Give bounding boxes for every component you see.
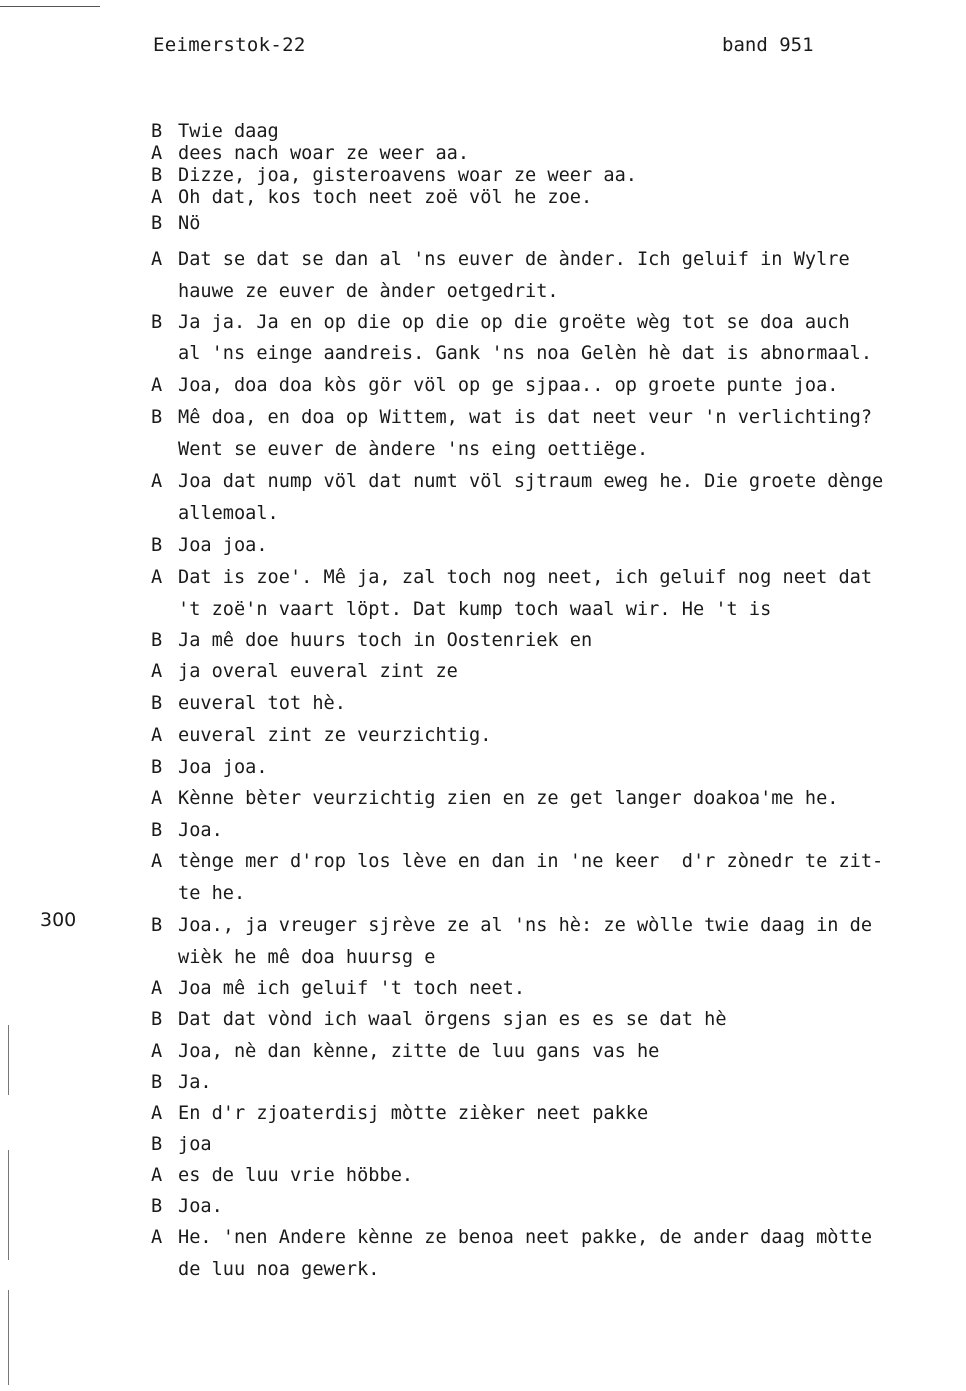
- band-number: band 951: [722, 34, 814, 56]
- utterance-text: Oh dat, kos toch neet zoë völ he zoe.: [178, 187, 593, 208]
- speaker-label: B: [151, 407, 163, 428]
- speaker-label: B: [151, 1009, 163, 1030]
- utterance-text: Ja.: [178, 1072, 212, 1093]
- margin-line-number: 300: [40, 909, 77, 931]
- utterance-text: Joa, doa doa kòs gör völ op ge sjpaa.. op groete punte joa.: [178, 375, 839, 396]
- speaker-label: A: [151, 725, 163, 746]
- transcript-line: [151, 212, 200, 236]
- transcript-line: [151, 914, 872, 938]
- utterance-text: tènge mer d'rop los lève en dan in 'ne keer d'r zònedr te zit-: [178, 851, 884, 872]
- transcript-line: [151, 470, 883, 494]
- speaker-label: B: [151, 213, 163, 234]
- speaker-label: B: [151, 535, 163, 556]
- speaker-label: A: [151, 1165, 163, 1186]
- utterance-text: de luu noa gewerk.: [178, 1259, 380, 1280]
- speaker-label: A: [151, 1227, 163, 1248]
- utterance-text: He. 'nen Andere kènne ze benoa neet pakke, de ander daag mòtte: [178, 1227, 873, 1248]
- speaker-label: B: [151, 693, 163, 714]
- transcript-line: [151, 248, 850, 272]
- transcript-line: [151, 502, 279, 526]
- speaker-label: A: [151, 851, 163, 872]
- speaker-label: A: [151, 1041, 163, 1062]
- transcript-line: [151, 342, 872, 366]
- speaker-label: A: [151, 143, 163, 164]
- utterance-text: te he.: [178, 883, 246, 904]
- utterance-text: Joa.: [178, 1196, 223, 1217]
- transcript-line: [151, 1133, 212, 1157]
- utterance-text: Mê doa, en doa op Wittem, wat is dat neet veur 'n verlichting?: [178, 407, 873, 428]
- transcript-line: [151, 280, 559, 304]
- utterance-text: Nö: [178, 213, 201, 234]
- speaker-label: A: [151, 661, 163, 682]
- transcript-line: [151, 1102, 648, 1126]
- transcript-line: [151, 406, 872, 430]
- speaker-label: B: [151, 757, 163, 778]
- speaker-label: A: [151, 471, 163, 492]
- transcript-line: [151, 1040, 659, 1064]
- speaker-label: A: [151, 978, 163, 999]
- margin-rule: [8, 1025, 9, 1095]
- speaker-label: B: [151, 312, 163, 333]
- speaker-label: B: [151, 1072, 163, 1093]
- margin-rule: [8, 1150, 9, 1260]
- utterance-text: Dat is zoe'. Mê ja, zal toch nog neet, ich geluif nog neet dat: [178, 567, 873, 588]
- utterance-text: allemoal.: [178, 503, 279, 524]
- speaker-label: A: [151, 567, 163, 588]
- transcript-line: [151, 850, 883, 874]
- transcript-line: [151, 629, 592, 653]
- utterance-text: euveral tot hè.: [178, 693, 346, 714]
- transcript-line: [151, 164, 637, 188]
- transcript-line: [151, 566, 872, 590]
- margin-rule: [8, 1290, 9, 1385]
- speaker-label: A: [151, 1103, 163, 1124]
- utterance-text: Joa joa.: [178, 535, 268, 556]
- document-title: Eeimerstok-22: [153, 34, 306, 56]
- utterance-text: Dat se dat se dan al 'ns euver de ànder. Ich geluif in Wylre: [178, 249, 850, 270]
- utterance-text: Twie daag: [178, 121, 279, 142]
- utterance-text: dees nach woar ze weer aa.: [178, 143, 470, 164]
- transcript-line: [151, 311, 850, 335]
- transcript-line: [151, 120, 279, 144]
- utterance-text: 't zoë'n vaart löpt. Dat kump toch waal wir. He 't is: [178, 599, 772, 620]
- transcript-line: [151, 1164, 413, 1188]
- transcript-line: [151, 724, 491, 748]
- speaker-label: B: [151, 915, 163, 936]
- top-left-rule: [0, 6, 100, 7]
- transcript-line: [151, 598, 771, 622]
- transcript-line: [151, 438, 648, 462]
- transcript-line: [151, 1195, 223, 1219]
- utterance-text: Joa dat nump völ dat numt völ sjtraum eweg he. Die groete dènge: [178, 471, 884, 492]
- transcript-line: [151, 946, 435, 970]
- transcript-line: [151, 1226, 872, 1250]
- speaker-label: B: [151, 1134, 163, 1155]
- utterance-text: Dat dat vònd ich waal örgens sjan es es se dat hè: [178, 1009, 727, 1030]
- speaker-label: B: [151, 165, 163, 186]
- transcript-line: [151, 186, 592, 210]
- speaker-label: A: [151, 375, 163, 396]
- utterance-text: al 'ns einge aandreis. Gank 'ns noa Gelèn hè dat is abnormaal.: [178, 343, 873, 364]
- utterance-text: Joa joa.: [178, 757, 268, 778]
- speaker-label: B: [151, 630, 163, 651]
- utterance-text: Joa.: [178, 820, 223, 841]
- speaker-label: A: [151, 187, 163, 208]
- utterance-text: En d'r zjoaterdisj mòtte zièker neet pakke: [178, 1103, 649, 1124]
- transcript-line: [151, 692, 346, 716]
- transcript-line: [151, 756, 268, 780]
- transcript-line: [151, 882, 245, 906]
- transcript-line: [151, 660, 458, 684]
- speaker-label: B: [151, 820, 163, 841]
- transcript-line: [151, 977, 525, 1001]
- speaker-label: A: [151, 788, 163, 809]
- utterance-text: Ja ja. Ja en op die op die op die groëte wèg tot se doa auch: [178, 312, 850, 333]
- speaker-label: B: [151, 121, 163, 142]
- utterance-text: es de luu vrie höbbe.: [178, 1165, 414, 1186]
- utterance-text: Dizze, joa, gisteroavens woar ze weer aa.: [178, 165, 637, 186]
- utterance-text: Ja mê doe huurs toch in Oostenriek en: [178, 630, 593, 651]
- transcript-line: [151, 787, 838, 811]
- transcript-line: [151, 1258, 380, 1282]
- utterance-text: Joa, nè dan kènne, zitte de luu gans vas he: [178, 1041, 660, 1062]
- speaker-label: A: [151, 249, 163, 270]
- utterance-text: wièk he mê doa huursg e: [178, 947, 436, 968]
- utterance-text: Kènne bèter veurzichtig zien en ze get langer doakoa'me he.: [178, 788, 839, 809]
- utterance-text: ja overal euveral zint ze: [178, 661, 458, 682]
- utterance-text: Went se euver de àndere 'ns eing oettiëge.: [178, 439, 649, 460]
- transcript-line: [151, 1008, 727, 1032]
- utterance-text: hauwe ze euver de ànder oetgedrit.: [178, 281, 559, 302]
- transcript-line: [151, 374, 838, 398]
- transcript-line: [151, 534, 268, 558]
- speaker-label: B: [151, 1196, 163, 1217]
- utterance-text: Joa., ja vreuger sjrève ze al 'ns hè: ze wòlle twie daag in de: [178, 915, 873, 936]
- utterance-text: Joa mê ich geluif 't toch neet.: [178, 978, 526, 999]
- transcript-line: [151, 1071, 212, 1095]
- utterance-text: joa: [178, 1134, 212, 1155]
- transcript-line: [151, 819, 223, 843]
- utterance-text: euveral zint ze veurzichtig.: [178, 725, 492, 746]
- transcript-line: [151, 142, 469, 166]
